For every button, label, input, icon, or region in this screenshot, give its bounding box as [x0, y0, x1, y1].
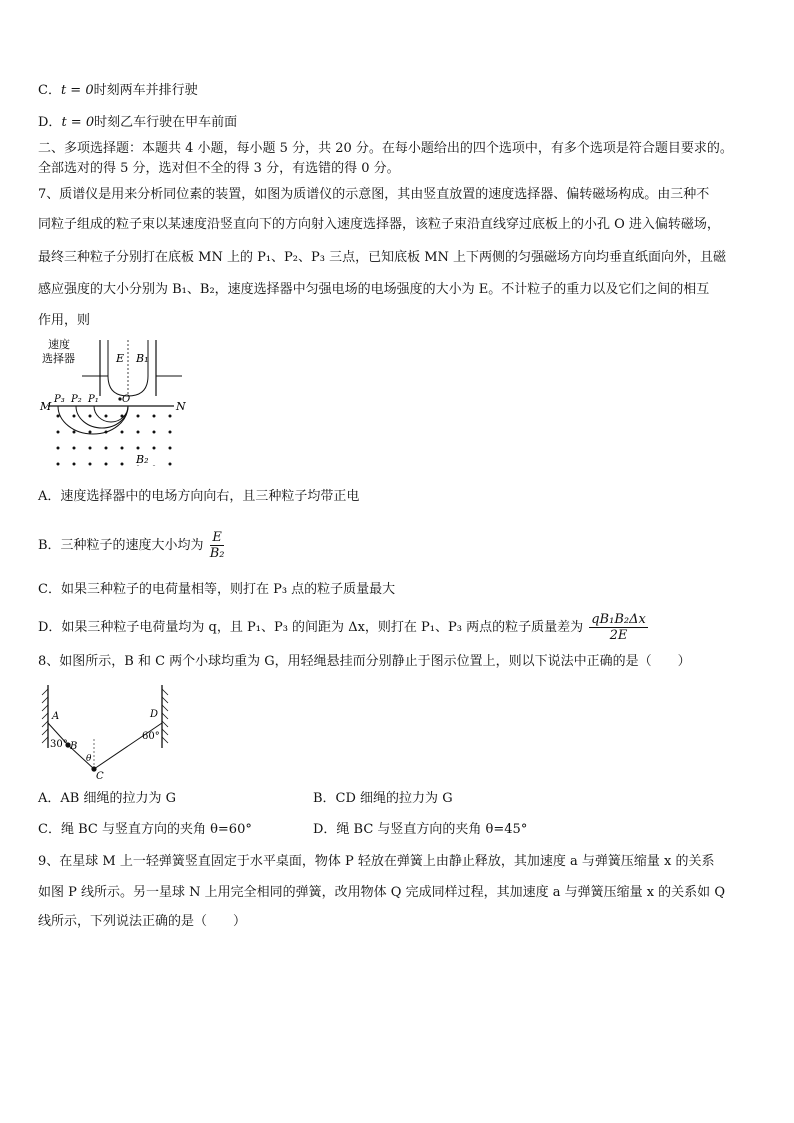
- figure-angle-30: 30°: [50, 739, 68, 750]
- figure-label-m: M: [40, 400, 52, 413]
- figure-angle-theta: θ: [86, 754, 92, 764]
- option-label: D．: [38, 115, 62, 130]
- section2-heading-line1: 二、多项选择题：本题共 4 小题，每小题 5 分，共 20 分。在每小题给出的四个选项中，有多个选项是符合题目要求的。: [38, 141, 733, 156]
- math-expression: t = 0: [60, 83, 94, 98]
- q7-option-c: C．如果三种粒子的电荷量相等，则打在 P₃ 点的粒子质量最大: [38, 582, 396, 597]
- q7-stem-line2: 同粒子组成的粒子束以某速度沿竖直向下的方向射入速度选择器，该粒子束沿直线穿过底板上的小孔 O 进入偏转磁场，: [38, 217, 720, 232]
- figure-label-b2: B₂: [136, 453, 149, 466]
- option-text: B．三种粒子的速度大小均为: [38, 538, 204, 553]
- q9-stem-line1: 9、在星球 M 上一轻弹簧竖直固定于水平桌面，物体 P 轻放在弹簧上由静止释放，其加速度 a 与弹簧压缩量 x 的关系: [38, 854, 715, 869]
- figure-label-p2: P₂: [71, 394, 82, 405]
- q7-option-a: A．速度选择器中的电场方向向右，且三种粒子均带正电: [38, 489, 360, 504]
- q8-option-b: B．CD 细绳的拉力为 G: [313, 791, 453, 806]
- option-text: D．如果三种粒子电荷量均为 q，且 P₁、P₃ 的间距为 Δx，则打在 P₁、P₃ 两点的粒子质量差为: [38, 620, 584, 635]
- figure-label-c: C: [96, 771, 104, 781]
- option-label: C．: [38, 83, 61, 98]
- figure-label-a: A: [52, 711, 60, 722]
- q7-option-d: [38, 612, 650, 643]
- q7-stem-line4: 感应强度的大小分别为 B₁、B₂，速度选择器中匀强电场的电场强度的大小为 E。不计粒子的重力以及它们之间的相互: [38, 282, 710, 297]
- q7-mass-spectrometer-figure: [38, 336, 188, 472]
- q9-stem-line2: 如图 P 线所示。另一星球 N 上用完全相同的弹簧，改用物体 Q 完成同样过程，其加速度 a 与弹簧压缩量 x 的关系如 Q: [38, 885, 725, 900]
- figure-angle-60: 60°: [142, 731, 160, 742]
- figure-label-b1: B₁: [136, 352, 149, 365]
- q7-stem-line3: 最终三种粒子分别打在底板 MN 上的 P₁、P₂、P₃ 三点，已知底板 MN 上下两侧的匀强磁场方向均垂直纸面向外，且磁: [38, 250, 727, 265]
- figure-label-selector-1: 速度: [48, 338, 70, 351]
- figure-label-selector-2: 选择器: [42, 352, 75, 365]
- figure-label-p1: P₁: [88, 394, 99, 405]
- fraction-denominator: B₂: [209, 546, 225, 561]
- figure-label-e: E: [116, 352, 125, 365]
- fraction-denominator: 2E: [609, 628, 628, 643]
- q8-stem: 8、如图所示，B 和 C 两个小球均重为 G，用轻绳悬挂而分别静止于图示位置上，则以下说法中正确的是（ ）: [38, 654, 691, 669]
- figure-label-o: O: [122, 394, 131, 405]
- q8-option-d: D．绳 BC 与竖直方向的夹角 θ=45°: [313, 822, 528, 837]
- option-text: 时刻乙车行驶在甲车前面: [94, 115, 238, 130]
- fraction-e-over-b2: [210, 530, 225, 561]
- q6-option-d: [38, 113, 237, 133]
- fraction-numerator: E: [210, 530, 225, 546]
- fraction-mass-difference: [589, 612, 648, 643]
- math-expression: t = 0: [61, 115, 95, 130]
- q8-option-c: C．绳 BC 与竖直方向的夹角 θ=60°: [38, 822, 252, 837]
- q7-stem-line1: 7、质谱仪是用来分析同位素的装置，如图为质谱仪的示意图，其由竖直放置的速度选择器、偏转磁场构成。由三种不: [38, 187, 710, 202]
- option-text: 时刻两车并排行驶: [93, 83, 198, 98]
- q8-rope-figure: [38, 683, 178, 781]
- section2-heading-line2: 全部选对的得 5 分，选对但不全的得 3 分，有选错的得 0 分。: [38, 161, 400, 176]
- q8-option-a: A．AB 细绳的拉力为 G: [38, 791, 176, 806]
- q6-option-c: [38, 81, 198, 101]
- figure-label-d: D: [150, 709, 159, 720]
- q7-stem-line5: 作用，则: [38, 313, 91, 328]
- figure-label-n: N: [176, 400, 186, 413]
- q7-option-b: [38, 530, 226, 561]
- fraction-numerator: qB₁B₂Δx: [591, 612, 646, 627]
- figure-label-p3: P₃: [54, 394, 65, 405]
- figure-label-b: B: [70, 741, 78, 752]
- q9-stem-line3: 线所示，下列说法正确的是（ ）: [38, 914, 247, 929]
